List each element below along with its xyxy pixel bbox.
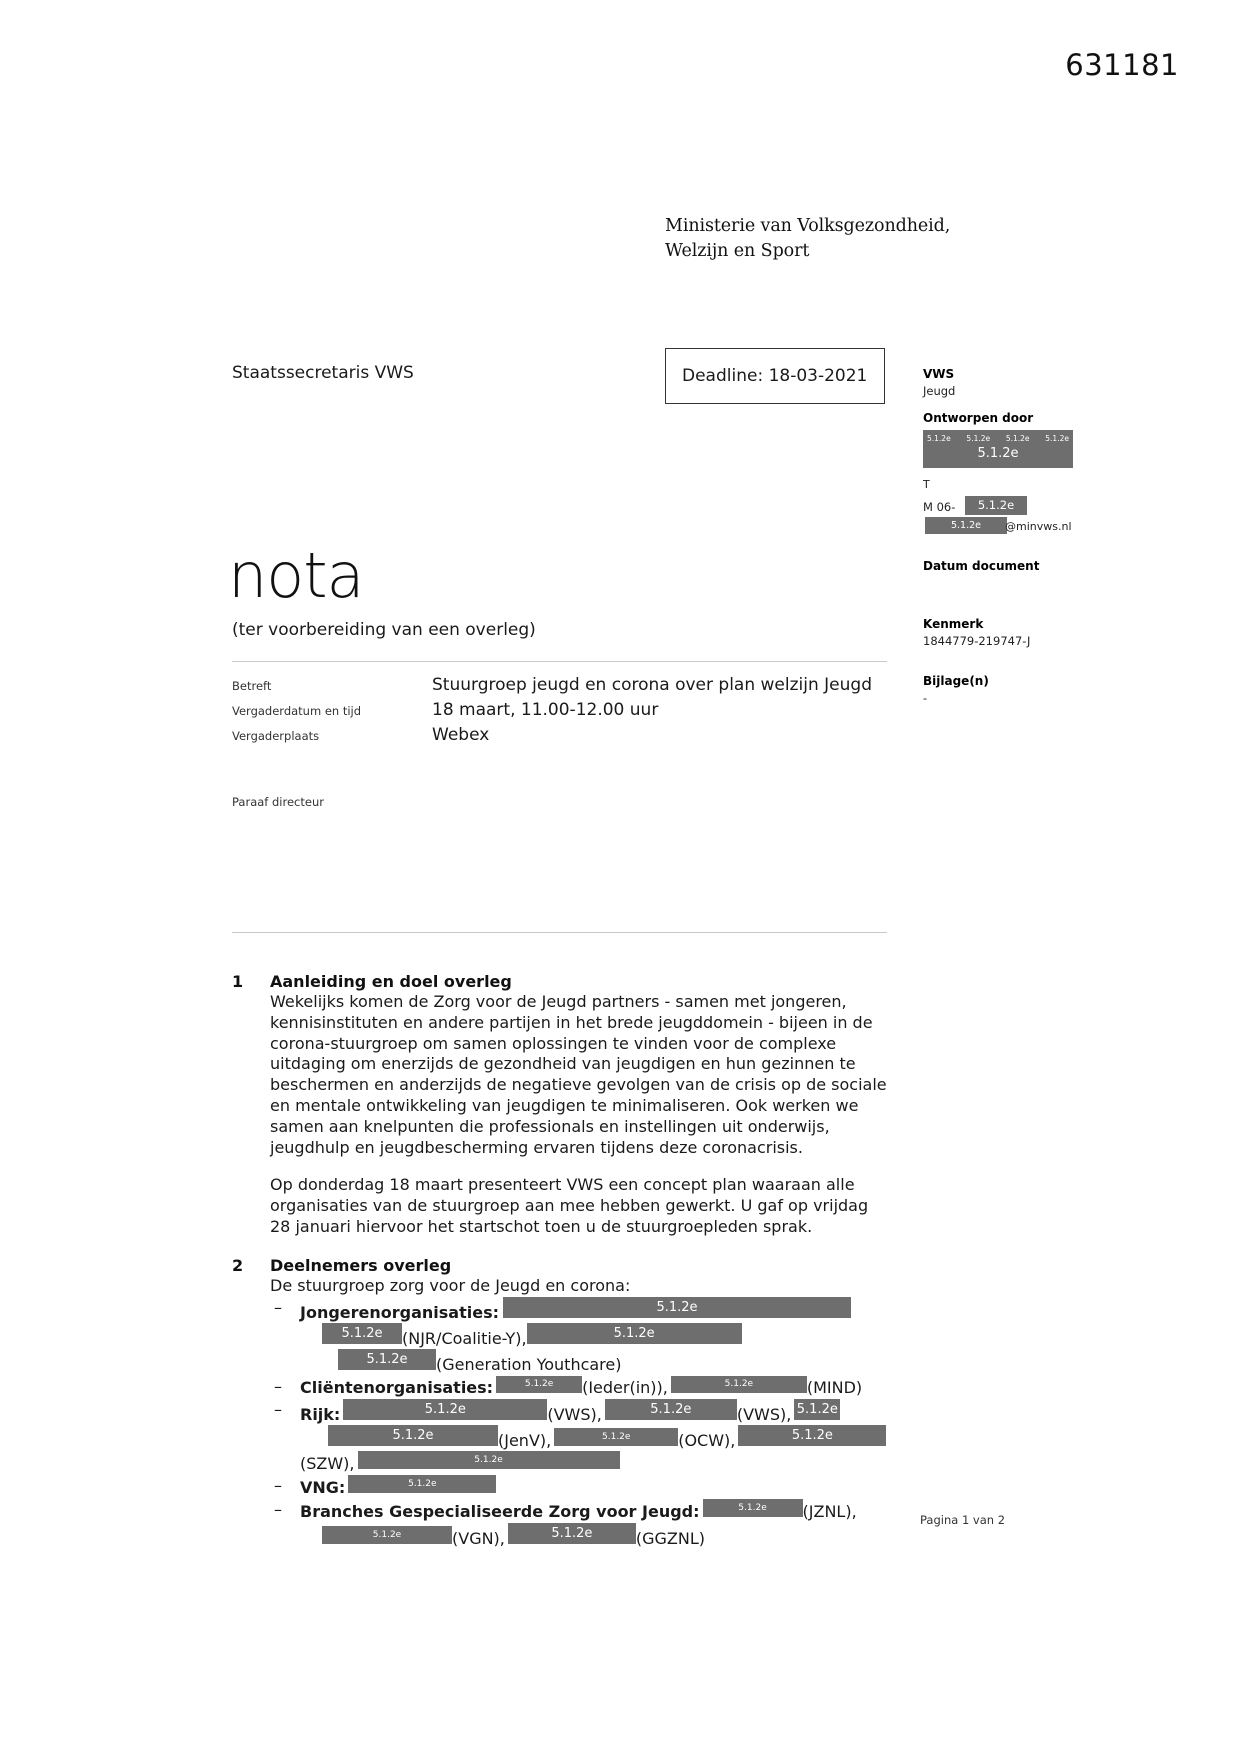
org-ggznl: (GGZNL) [635, 1528, 706, 1548]
sidebar-department: Jeugd [923, 384, 956, 398]
org-generation-youthcare: (Generation Youthcare) [436, 1354, 622, 1374]
meeting-detail-row [232, 675, 892, 695]
bullet-dash-icon: – [274, 1400, 282, 1419]
meta-sidebar [923, 365, 1123, 707]
org-vws-2: (VWS), [736, 1405, 792, 1424]
addressee-label: Staatssecretaris VWS [232, 363, 414, 383]
list-item [270, 1499, 892, 1548]
mobile-redaction: 5.1.2e [965, 496, 1027, 515]
sidebar-org: VWS [923, 367, 955, 381]
rijk-line-1 [300, 1399, 892, 1425]
redaction-bar: 5.1.2e [328, 1425, 498, 1446]
org-vws-1: (VWS), [547, 1405, 602, 1424]
designer-redaction-3: 5.1.2e [1005, 434, 1030, 444]
designer-redaction-1: 5.1.2e [927, 434, 951, 444]
jongerenorganisaties-label: Jongerenorganisaties: [300, 1302, 500, 1322]
redaction-bar: 5.1.2e [554, 1428, 678, 1446]
designer-redaction-block [923, 430, 1073, 468]
redaction-bar: 5.1.2e [503, 1297, 851, 1318]
email-domain: @minvws.nl [1005, 519, 1072, 533]
section-one-title: Aanleiding en doel overleg [270, 972, 512, 991]
meeting-detail-row [232, 725, 892, 745]
ministry-logo-text [665, 214, 950, 265]
participants-list [270, 1297, 892, 1549]
vng-line [300, 1475, 892, 1498]
section-one [232, 972, 892, 1238]
ministry-line-1: Ministerie van Volksgezondheid, [665, 216, 951, 236]
section-one-number: 1 [232, 972, 244, 991]
meeting-details-table [232, 675, 892, 750]
clientenorganisaties-line [300, 1376, 892, 1398]
redaction-bar: 5.1.2e [322, 1526, 452, 1544]
redaction-bar: 5.1.2e [496, 1376, 582, 1393]
section-two-intro [270, 1276, 892, 1297]
redaction-bar: 5.1.2e [338, 1349, 436, 1370]
sidebar-reference-value: 1844779-219747-J [923, 633, 1031, 648]
page-title: nota [228, 539, 364, 612]
org-mind: (MIND) [806, 1377, 863, 1397]
vergaderplaats-value: Webex [432, 725, 490, 745]
designer-redaction-2: 5.1.2e [966, 434, 991, 444]
sidebar-document-date-label: Datum document [923, 558, 1040, 573]
designer-redaction-center: 5.1.2e [977, 446, 1019, 462]
redaction-bar: 5.1.2e [738, 1425, 886, 1446]
redaction-bar: 5.1.2e [605, 1399, 737, 1420]
redaction-bar: 5.1.2e [343, 1399, 547, 1420]
vng-label: VNG: [300, 1478, 346, 1498]
redaction-bar: 5.1.2e [508, 1523, 636, 1544]
redaction-bar: 5.1.2e [348, 1475, 496, 1493]
org-iederin: (Ieder(in)), [582, 1377, 668, 1397]
redaction-bar: 5.1.2e [527, 1323, 742, 1344]
vergaderdatum-value: 18 maart, 11.00-12.00 uur [432, 700, 659, 720]
jongerenorganisaties-line-3 [300, 1349, 892, 1375]
org-jenv: (JenV), [498, 1431, 552, 1451]
org-njr-coalitie-y: (NJR/Coalitie-Y), [402, 1328, 527, 1348]
bullet-dash-icon: – [274, 1376, 282, 1396]
deadline-box [665, 348, 885, 404]
paraaf-directeur-label: Paraaf directeur [232, 795, 324, 809]
branches-line-1 [300, 1499, 892, 1522]
redaction-bar: 5.1.2e [322, 1323, 402, 1344]
redaction-bar: 5.1.2e [703, 1499, 803, 1517]
section-two-number: 2 [232, 1255, 244, 1275]
jongerenorganisaties-line-1 [300, 1297, 892, 1323]
list-item [270, 1475, 892, 1498]
betreft-label: Betreft [232, 679, 272, 693]
list-item [270, 1376, 892, 1398]
jongerenorganisaties-line-2 [300, 1323, 892, 1349]
deadline-text: Deadline: 18-03-2021 [682, 366, 868, 386]
bullet-dash-icon: – [274, 1476, 282, 1496]
section-two-title: Deelnemers overleg [270, 1255, 452, 1275]
scan-id-number: 631181 [1065, 48, 1179, 82]
section-one-heading [232, 972, 892, 991]
section-two-heading [232, 1256, 892, 1275]
divider-body [232, 932, 887, 933]
section-two [232, 1256, 892, 1549]
branches-line-2 [300, 1523, 892, 1549]
org-ocw: (OCW), [678, 1431, 736, 1451]
sidebar-designed-by-label: Ontworpen door [923, 411, 1034, 426]
bullet-dash-icon: – [274, 1500, 282, 1520]
list-item [270, 1399, 892, 1474]
section-two-intro-text: De stuurgroep zorg voor de Jeugd en corona: [270, 1275, 631, 1295]
branches-label: Branches Gespecialiseerde Zorg voor Jeugd: [300, 1502, 700, 1522]
rijk-line-3 [300, 1451, 892, 1474]
rijk-label: Rijk: [300, 1405, 341, 1424]
rijk-line-2 [300, 1425, 892, 1451]
org-vgn: (VGN), [452, 1528, 505, 1548]
redaction-bar: 5.1.2e [358, 1451, 620, 1469]
redaction-bar: 5.1.2e [794, 1399, 840, 1420]
section-one-paragraph-1: Wekelijks komen de Zorg voor de Jeugd partners - samen met jongeren, kennisinstituten en andere partijen in het brede jeugddomein - bijeen in de corona-stuurgroep om samen oplossingen te vinden voor de complexe uitdaging om enerzijds de gezondheid van jeugdigen en hun gezinnen te beschermen en anderzijds de negatieve gevolgen van de crisis op de sociale en mentale ontwikkeling van jeugdigen te minimaliseren. Ook werken we samen aan knelpunten die professionals en instellingen uit onderwijs, jeugdhulp en jeugdbescherming ervaren tijdens deze coronacrisis. [270, 992, 887, 1157]
ministry-line-2: Welzijn en Sport [665, 241, 810, 262]
sidebar-attachments-value: - [923, 691, 928, 705]
clientenorganisaties-label: Cliëntenorganisaties: [300, 1377, 494, 1397]
org-szw: (SZW), [300, 1454, 355, 1474]
meeting-detail-row [232, 700, 892, 720]
sidebar-mobile-label: M 06- [923, 499, 956, 514]
sidebar-email-row [923, 517, 1123, 535]
sidebar-phone-label: T [923, 478, 930, 492]
document-body [232, 972, 892, 1555]
bullet-dash-icon: – [274, 1297, 282, 1317]
sidebar-mobile-row [923, 496, 1123, 516]
vergaderdatum-label: Vergaderdatum en tijd [232, 704, 362, 718]
designer-redaction-4: 5.1.2e [1045, 434, 1069, 444]
email-redaction: 5.1.2e [925, 517, 1007, 534]
page-footer: Pagina 1 van 2 [920, 1513, 1006, 1527]
vergaderplaats-label: Vergaderplaats [232, 729, 320, 743]
sidebar-reference-label: Kenmerk [923, 616, 984, 631]
org-jznl: (JZNL), [802, 1502, 857, 1522]
redaction-bar: 5.1.2e [671, 1376, 807, 1393]
divider-top [232, 661, 887, 662]
sidebar-attachments-label: Bijlage(n) [923, 674, 989, 688]
list-item [270, 1297, 892, 1375]
section-one-paragraph-2: Op donderdag 18 maart presenteert VWS een concept plan waaraan alle organisaties van de stuurgroep aan mee hebben gewerkt. U gaf op vrijdag 28 januari hiervoor het startschot toen u de stuurgroepleden sprak. [270, 1175, 869, 1236]
page-subtitle: (ter voorbereiding van een overleg) [232, 620, 536, 640]
section-one-body [270, 992, 892, 1238]
betreft-value: Stuurgroep jeugd en corona over plan welzijn Jeugd [432, 675, 872, 695]
